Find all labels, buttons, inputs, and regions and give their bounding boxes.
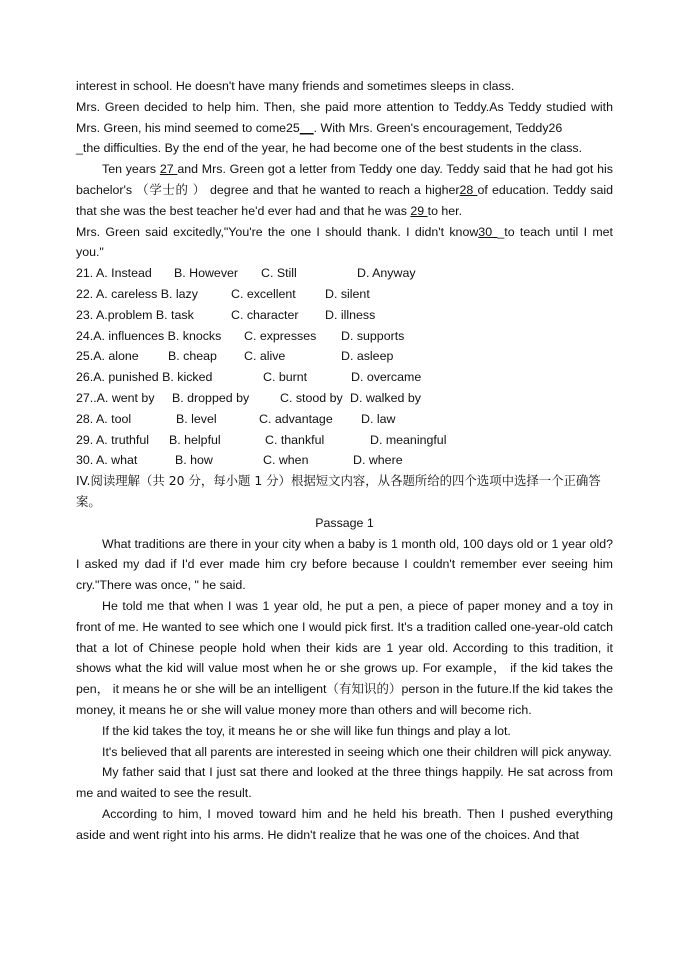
option-row-21 (76, 263, 613, 284)
option-ab: 26.A. punished B. kicked (76, 370, 213, 385)
option-a: 25.A. alone (76, 349, 139, 364)
cloze-text: of education. Teddy said that she was the best teacher he'd ever had and that he was (76, 182, 613, 218)
section-heading: IV.阅读理解（共 20 分，每小题 1 分）根据短文内容，从各题所给的四个选项中选择一个正确答案。 (76, 473, 601, 509)
option-d: D. Anyway (357, 266, 416, 281)
option-a: 29. A. truthful (76, 432, 150, 447)
option-ab: 23. A.problem B. task (76, 307, 194, 322)
passage-paragraph-3: If the kid takes the toy, it means he or she will like fun things and play a lot. (102, 723, 511, 738)
blank-30: 30 (478, 224, 498, 239)
option-d: D. where (353, 453, 403, 468)
blank-25: __ (299, 120, 314, 135)
cloze-paragraph-3 (76, 159, 613, 221)
option-d: D. meaningful (370, 432, 447, 447)
option-c: C. thankful (265, 432, 325, 447)
passage-paragraph-1: What traditions are there in your city when a baby is 1 month old, 100 days old or 1 year old?I asked my dad if I'd ever made him cry before because I couldn't remember ever seeing him cry."There was once, " he said. (76, 536, 613, 593)
option-row-29 (76, 430, 613, 451)
blank-29: 29 (410, 203, 428, 218)
option-c: C. alive (244, 349, 286, 364)
option-d: D. law (361, 411, 396, 426)
cloze-line-1: interest in school. He doesn't have many friends and sometimes sleeps in class. (76, 79, 515, 93)
option-b: B. cheap (168, 349, 217, 364)
passage-paragraph-5: My father said that I just sat there and looked at the three things happily. He sat across from me and waited to see the result. (76, 765, 613, 801)
option-row-28 (76, 409, 613, 430)
cloze-text: Mrs. Green said excitedly,"You're the one I should thank. I didn't know (76, 224, 479, 239)
option-c: C. advantage (259, 411, 333, 426)
option-a: 27..A. went by (76, 390, 155, 405)
cloze-text: . With Mrs. Green's encouragement, Teddy26 (313, 120, 563, 135)
option-c: C. burnt (263, 370, 308, 385)
option-row-27 (76, 388, 613, 409)
blank-28: 28 (459, 182, 478, 197)
cloze-paragraph-2 (76, 97, 613, 159)
option-row-22 (76, 284, 613, 305)
cloze-text: Ten years (102, 162, 160, 177)
blank-27: 27 (159, 162, 178, 177)
cloze-paragraph-4 (76, 222, 613, 264)
options-list (76, 263, 613, 471)
option-d: D. silent (325, 286, 370, 301)
option-d: D. illness (325, 307, 376, 322)
option-c: C. stood by (280, 390, 343, 405)
option-d: D. walked by (350, 390, 421, 405)
blank-26: _ (76, 141, 83, 156)
document-page (76, 76, 613, 845)
passage-paragraph-2: He told me that when I was 1 year old, he put a pen, a piece of paper money and a toy in front of me. He wanted to see which one I would pick first. It's a tradition called one-year-old catch that a lot of Chinese people hold when their kids are 1 year old. According to this tradition, it shows what the kid will value most when he or she grows up. For example， if the kid takes the pen， it means he or she will be an intelligent（有知识的）person in the future.If the kid takes the money, it means he or she will value money more than others and will become rich. (76, 598, 613, 717)
passage-paragraph-4: It's believed that all parents are interested in seeing which one their children will pick anyway. (102, 744, 612, 759)
option-a: 28. A. tool (76, 411, 132, 426)
option-b: B. However (174, 266, 239, 281)
cloze-text: _to teach until I met you." (76, 224, 613, 260)
option-row-26 (76, 367, 613, 388)
option-ab: 22. A. careless B. lazy (76, 286, 198, 301)
option-row-25 (76, 346, 613, 367)
cloze-text: to her. (427, 203, 463, 218)
option-b: B. how (175, 453, 213, 468)
passage-title: Passage 1 (315, 515, 374, 530)
cloze-text: Mrs. Green decided to help him. Then, she paid more attention to Teddy.As Teddy studied with Mrs. Green, his mind seemed to come25 (76, 99, 613, 135)
passage-paragraph-6: According to him, I moved toward him and he held his breath. Then I pushed everything aside and went right into his arms. He didn't realize that he was one of the choices. And that (76, 806, 613, 842)
option-row-30 (76, 450, 613, 471)
option-row-24 (76, 326, 613, 347)
option-d: D. overcame (351, 370, 422, 385)
option-b: B. dropped by (172, 390, 250, 405)
option-c: C. character (231, 307, 299, 322)
cloze-text: the difficulties. By the end of the year, he had become one of the best students in the class. (82, 141, 583, 156)
option-a: 30. A. what (76, 453, 138, 468)
option-c: C. excellent (231, 286, 296, 301)
option-a: 21. A. Instead (76, 266, 152, 281)
option-b: B. helpful (169, 432, 221, 447)
option-c: C. Still (261, 266, 297, 281)
option-b: B. level (176, 411, 217, 426)
option-c: C. expresses (244, 328, 317, 343)
option-d: D. asleep (341, 349, 394, 364)
option-ab: 24.A. influences B. knocks (76, 328, 222, 343)
option-d: D. supports (341, 328, 405, 343)
option-row-23 (76, 305, 613, 326)
cloze-text: and Mrs. Green got a letter from Teddy one day. Teddy said that he had got his bachelor's （学士的 ） degree and that he wanted to reach a higher (76, 162, 613, 197)
option-c: C. when (263, 453, 309, 468)
